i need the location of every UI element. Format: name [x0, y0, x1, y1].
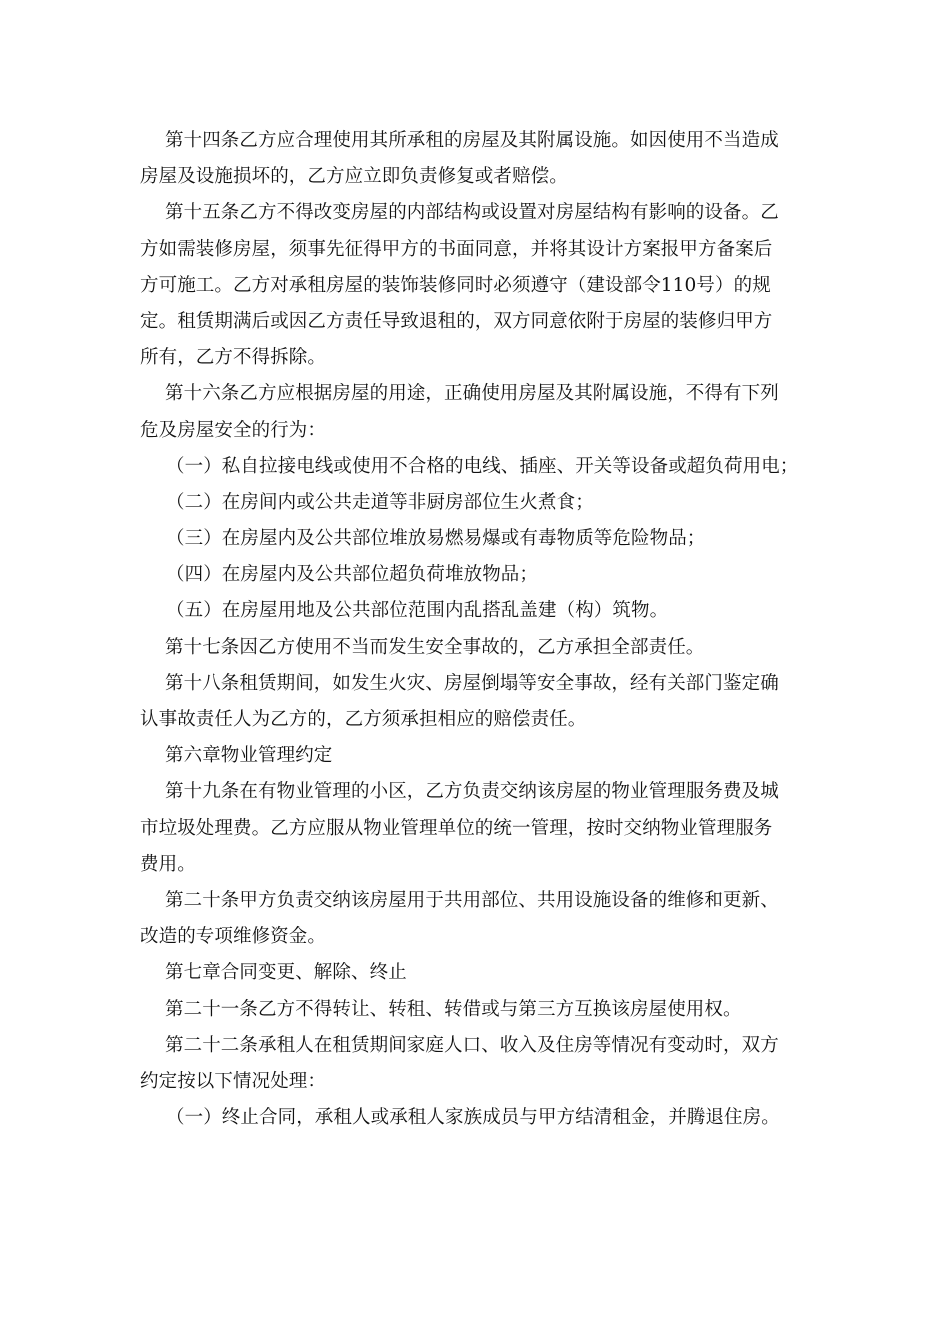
chapter-7-heading: 第七章合同变更、解除、终止 — [165, 962, 407, 984]
article-22-line-2: 约定按以下情况处理： — [140, 1070, 327, 1092]
article-15-line-4: 定。租赁期满后或因乙方责任导致退租的，双方同意依附于房屋的装修归甲方 — [140, 310, 773, 332]
article-16-line-2: 危及房屋安全的行为： — [140, 419, 327, 441]
article-18-line-2: 认事故责任人为乙方的，乙方须承担相应的赔偿责任。 — [140, 709, 587, 730]
article-16-line-1: 第十六条乙方应根据房屋的用途，正确使用房屋及其附属设施，不得有下列 — [165, 383, 779, 405]
article-19-line-1: 第十九条在有物业管理的小区，乙方负责交纳该房屋的物业管理服务费及城 — [165, 781, 779, 803]
article-21: 第二十一条乙方不得转让、转租、转借或与第三方互换该房屋使用权。 — [165, 998, 742, 1020]
article-15-line-5: 所有，乙方不得拆除。 — [140, 347, 327, 369]
article-20-line-2: 改造的专项维修资金。 — [140, 926, 327, 948]
article-22-line-1: 第二十二条承租人在租赁期间家庭人口、收入及住房等情况有变动时，双方 — [165, 1034, 779, 1056]
article-14-line-1: 第十四条乙方应合理使用其所承租的房屋及其附属设施。如因使用不当造成 — [165, 130, 779, 151]
article-16-item-2: （二）在房间内或公共走道等非厨房部位生火煮食； — [166, 491, 594, 513]
article-14-line-2: 房屋及设施损坏的，乙方应立即负责修复或者赔偿。 — [140, 166, 568, 188]
article-19-line-3: 费用。 — [140, 853, 196, 875]
article-16-item-3: （三）在房屋内及公共部位堆放易燃易爆或有毒物质等危险物品； — [166, 528, 706, 550]
article-15-line-2: 方如需装修房屋，须事先征得甲方的书面同意，并将其设计方案报甲方备案后 — [140, 238, 773, 260]
article-16-item-4: （四）在房屋内及公共部位超负荷堆放物品； — [166, 564, 539, 586]
article-15-line-3: 方可施工。乙方对承租房屋的装饰装修同时必须遵守（建设部令110号）的规 — [140, 274, 771, 296]
article-17: 第十七条因乙方使用不当而发生安全事故的，乙方承担全部责任。 — [165, 636, 705, 658]
document-body — [140, 123, 800, 1136]
article-16-item-5: （五）在房屋用地及公共部位范围内乱搭乱盖建（构）筑物。 — [166, 600, 669, 622]
chapter-6-heading: 第六章物业管理约定 — [165, 745, 333, 767]
article-16-item-1: （一）私自拉接电线或使用不合格的电线、插座、开关等设备或超负荷用电； — [166, 455, 799, 477]
article-20-line-1: 第二十条甲方负责交纳该房屋用于共用部位、共用设施设备的维修和更新、 — [165, 889, 779, 911]
article-15-line-1: 第十五条乙方不得改变房屋的内部结构或设置对房屋结构有影响的设备。乙 — [165, 202, 779, 224]
article-19-line-2: 市垃圾处理费。乙方应服从物业管理单位的统一管理，按时交纳物业管理服务 — [140, 817, 773, 839]
article-22-item-1: （一）终止合同，承租人或承租人家族成员与甲方结清租金，并腾退住房。 — [166, 1107, 780, 1129]
article-18-line-1: 第十八条租赁期间，如发生火灾、房屋倒塌等安全事故，经有关部门鉴定确 — [165, 672, 779, 694]
